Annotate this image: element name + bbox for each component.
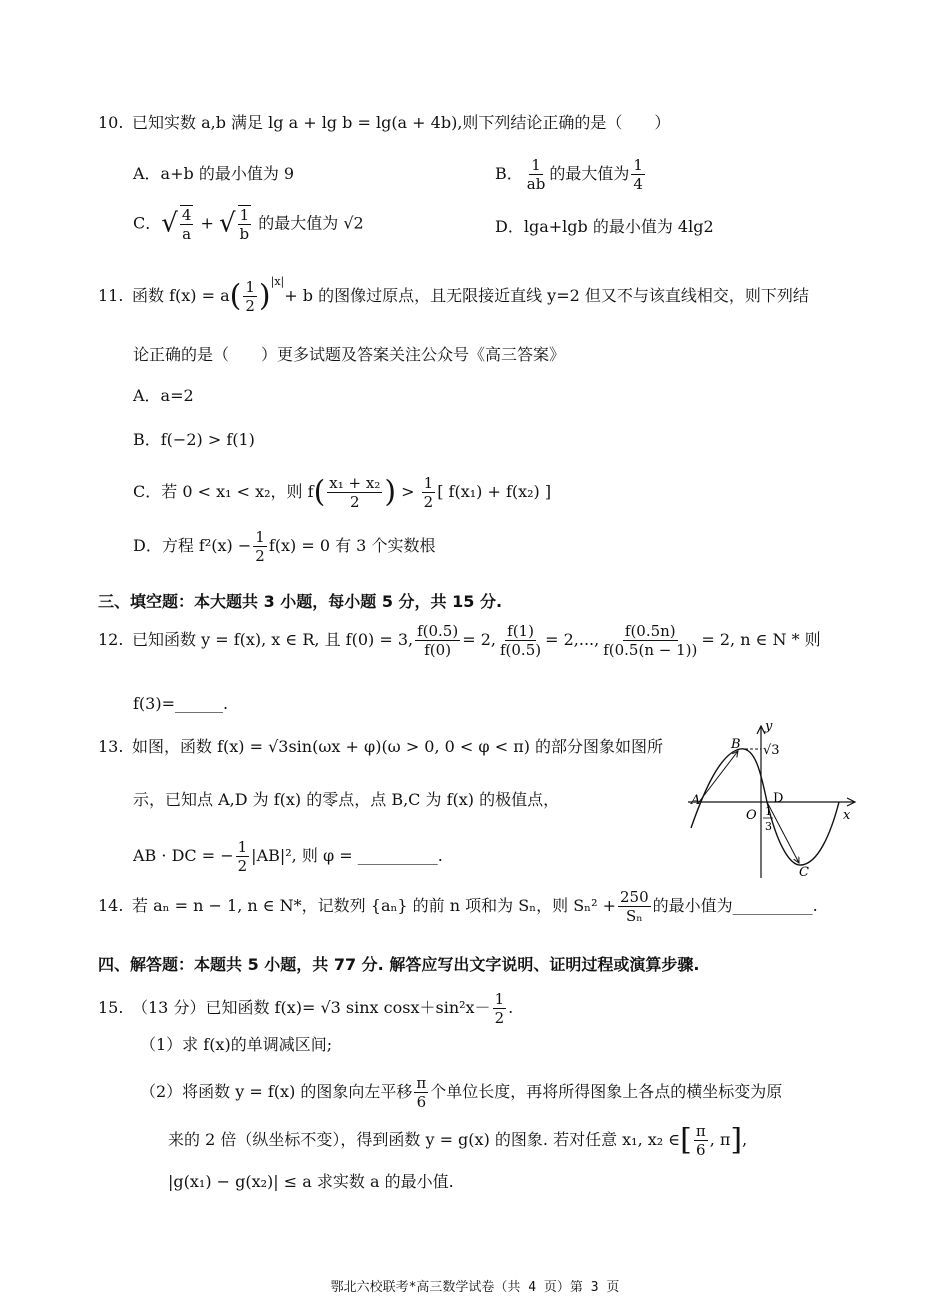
q12-sep-2: = 2,..., <box>545 630 600 649</box>
section-3-heading: 三、填空题：本大题共 3 小题，每小题 5 分，共 15 分. <box>98 592 503 611</box>
q15-text-a: （13 分）已知函数 f(x)= √3 sinx cosx＋sin²x－ <box>132 998 491 1017</box>
frac-numerator: 1 <box>239 206 250 224</box>
q10-option-b <box>495 156 647 193</box>
q13-label-one: 1 <box>765 805 772 818</box>
frac-numerator: 250 <box>620 888 649 906</box>
q12-text-a: 已知函数 y = f(x), x ∈ R, 且 f(0) = 3, <box>132 630 414 649</box>
q11-option-a: A．a=2 <box>133 386 194 405</box>
q13-text-3a: AB · DC = − <box>133 846 234 865</box>
q10-option-b-value <box>631 156 645 193</box>
frac-numerator: π <box>416 1074 427 1092</box>
frac-numerator: 1 <box>633 156 643 174</box>
q15-half <box>493 990 507 1027</box>
q10-option-c-root1 <box>180 205 194 243</box>
q12-answer-line: f(3)=______. <box>133 694 229 713</box>
q15-part2-interval <box>694 1122 708 1159</box>
q11-text-a: 函数 f(x) = a <box>132 286 230 305</box>
q10-option-c-text: 的最大值为 √2 <box>258 213 364 233</box>
q13-label-a: A <box>691 793 701 808</box>
q11-option-d <box>133 528 435 565</box>
q11-option-c: C．若 0 < x₁ < x₂，则 f( $\frac{\text{x₁ + x₂}}{2}$ ) > $\frac{1}{2}$ [ f(x₁) + f(x₂) ] <box>133 474 552 511</box>
q11-number: 11. <box>98 286 124 305</box>
frac-numerator: 1 <box>423 474 434 492</box>
q10-option-b-fraction <box>525 156 548 193</box>
q11-option-c-gt: > <box>401 482 415 501</box>
page-footer: 鄂北六校联考*高三数学试卷（共 4 页）第 3 页 <box>330 1280 620 1295</box>
q15-part1: （1）求 f(x)的单调减区间; <box>140 1035 333 1054</box>
q10-option-a: A．a+b 的最小值为 9 <box>133 164 295 183</box>
q12-stem <box>98 622 821 659</box>
q11-exponent: |x| <box>270 274 285 288</box>
frac-denominator: 2 <box>245 297 255 315</box>
q15-stem <box>98 990 513 1027</box>
frac-denominator: 4 <box>633 175 643 193</box>
frac-numerator: 4 <box>181 206 192 224</box>
q13-text-3b: |AB|², 则 φ = __________. <box>251 846 443 865</box>
frac-numerator: 1 <box>237 838 248 856</box>
q13-label-y: y <box>765 719 773 734</box>
q10-number: 10. <box>98 113 124 132</box>
q10-option-d: D．lga+lgb 的最小值为 4lg2 <box>495 217 714 236</box>
q13-label-c: C <box>799 865 809 880</box>
q13-label-x: x <box>843 808 851 823</box>
q12-text-b: = 2, n ∈ N * 则 <box>701 630 821 649</box>
q10-text: 已知实数 a,b 满足 lg a + lg b = lg(a + 4b),则下列结论正确的是（ ） <box>132 113 671 132</box>
q15-text-b: . <box>508 998 514 1017</box>
frac-numerator: f(0.5) <box>417 622 459 640</box>
frac-denominator: Sₙ <box>625 907 643 925</box>
q11-option-c-text-c: [ f(x₁) + f(x₂) ] <box>437 482 552 501</box>
q12-frac-3 <box>601 622 699 659</box>
q10-option-c-prefix: C． <box>133 213 162 233</box>
frac-numerator: 1 <box>494 990 505 1008</box>
q12-frac-1 <box>415 622 460 659</box>
frac-denominator: 6 <box>696 1141 706 1159</box>
q14-frac <box>618 888 651 925</box>
q14-number: 14. <box>98 896 124 915</box>
q13-label-o: O <box>746 808 757 823</box>
q10-stem <box>98 113 670 132</box>
frac-denominator: 2 <box>494 1009 505 1027</box>
q14-stem <box>98 888 818 925</box>
q13-vector-ab <box>699 751 738 802</box>
q11-option-d-text-b: f(x) = 0 有 3 个实数根 <box>268 536 436 555</box>
q10-option-b-text: 的最大值为 <box>549 164 630 183</box>
frac-denominator: 2 <box>350 493 360 511</box>
q13-label-d: D <box>773 791 784 806</box>
q11-half <box>243 278 257 315</box>
q11-option-d-frac <box>253 528 267 565</box>
frac-denominator: 2 <box>237 857 248 875</box>
q13-line3 <box>133 838 443 875</box>
q11-option-d-text-a: D．方程 f²(x) − <box>133 536 252 555</box>
q13-label-three: 3 <box>765 820 772 833</box>
frac-numerator: f(0.5n) <box>624 622 676 640</box>
frac-denominator: a <box>182 225 192 243</box>
frac-numerator: 1 <box>245 278 255 296</box>
q11-option-b: B．f(−2) > f(1) <box>133 430 255 449</box>
frac-numerator: 1 <box>255 528 265 546</box>
q15-part2-text-c: 来的 2 倍（纵坐标不变），得到函数 y = g(x) 的图象. 若对任意 x₁, x₂ ∈ <box>168 1130 681 1149</box>
frac-numerator: x₁ + x₂ <box>329 474 381 492</box>
frac-numerator: f(1) <box>507 622 534 640</box>
q15-part2-line3: |g(x₁) − g(x₂)| ≤ a 求实数 a 的最小值. <box>168 1172 454 1191</box>
q15-part2-text-b: 个单位长度，再将所得图象上各点的横坐标变为原 <box>430 1082 783 1101</box>
q11-option-c-text-a: C．若 0 < x₁ < x₂，则 f <box>133 482 314 501</box>
q10-option-c-root2 <box>238 205 252 243</box>
frac-denominator: 6 <box>416 1093 427 1111</box>
frac-numerator: 1 <box>531 156 541 174</box>
q13-number: 13. <box>98 737 124 756</box>
q12-sep-1: = 2, <box>462 630 496 649</box>
section-4-heading: 四、解答题：本题共 5 小题，共 77 分. 解答应写出文字说明、证明过程或演算步骤. <box>98 955 700 974</box>
q15-part2-line1 <box>140 1074 782 1111</box>
q13-label-b: B <box>731 737 741 752</box>
q15-number: 15. <box>98 998 124 1017</box>
q10-option-c: C．√ $\frac{4}{a}$ + √ $\frac{1}{b}$ 的最大值为 √2 <box>133 206 364 243</box>
q13-graph-figure <box>683 718 863 883</box>
q11-stem: 11. 函数 f(x) = a( $\frac{1}{2}$ )$^{|x|}$+ b 的图像过原点，且无限接近直线 y=2 但又不与该直线相交，则下列结 <box>98 274 809 315</box>
frac-denominator: f(0.5(n − 1)) <box>603 641 698 659</box>
frac-numerator: π <box>695 1122 706 1140</box>
q11-text-b: + b 的图像过原点，且无限接近直线 y=2 但又不与该直线相交，则下列结 <box>284 286 809 305</box>
q13-line1 <box>98 737 663 756</box>
q13-text-1: 如图，函数 f(x) = √3sin(ωx + φ)(ω > 0, 0 < φ < π) 的部分图象如图所 <box>132 737 664 756</box>
frac-denominator: f(0.5) <box>499 641 542 659</box>
q15-part2-text-a: （2）将函数 y = f(x) 的图象向左平移 <box>140 1082 413 1101</box>
q11-option-c-frac <box>327 474 382 511</box>
q15-part2-interval-tail: , π <box>709 1130 731 1149</box>
q11-stem-line2: 论正确的是（ ）更多试题及答案关注公众号《高三答案》 <box>133 345 566 364</box>
q11-option-c-half <box>422 474 436 511</box>
q14-text-a: 若 aₙ = n − 1, n ∈ N*，记数列 {aₙ} 的前 n 项和为 Sₙ，则 Sₙ² + <box>132 896 616 915</box>
frac-denominator: 2 <box>423 493 434 511</box>
q13-half <box>236 838 250 875</box>
q12-number: 12. <box>98 630 124 649</box>
q12-frac-2 <box>498 622 543 659</box>
q15-part2-line2: 来的 2 倍（纵坐标不变），得到函数 y = g(x) 的图象. 若对任意 x₁, x₂ ∈[ $\frac{\pi}{6}$ , π], <box>168 1122 748 1159</box>
q15-part2-shift <box>414 1074 428 1111</box>
frac-denominator: f(0) <box>424 641 452 659</box>
frac-denominator: 2 <box>255 547 265 565</box>
q14-text-b: 的最小值为__________. <box>652 896 818 915</box>
frac-denominator: b <box>239 225 250 243</box>
frac-denominator: ab <box>526 175 546 193</box>
q10-option-b-prefix: B． <box>495 164 523 183</box>
q13-line2: 示，已知点 A,D 为 f(x) 的零点，点 B,C 为 f(x) 的极值点， <box>133 790 560 809</box>
q13-label-sqrt3: √3 <box>763 743 780 758</box>
